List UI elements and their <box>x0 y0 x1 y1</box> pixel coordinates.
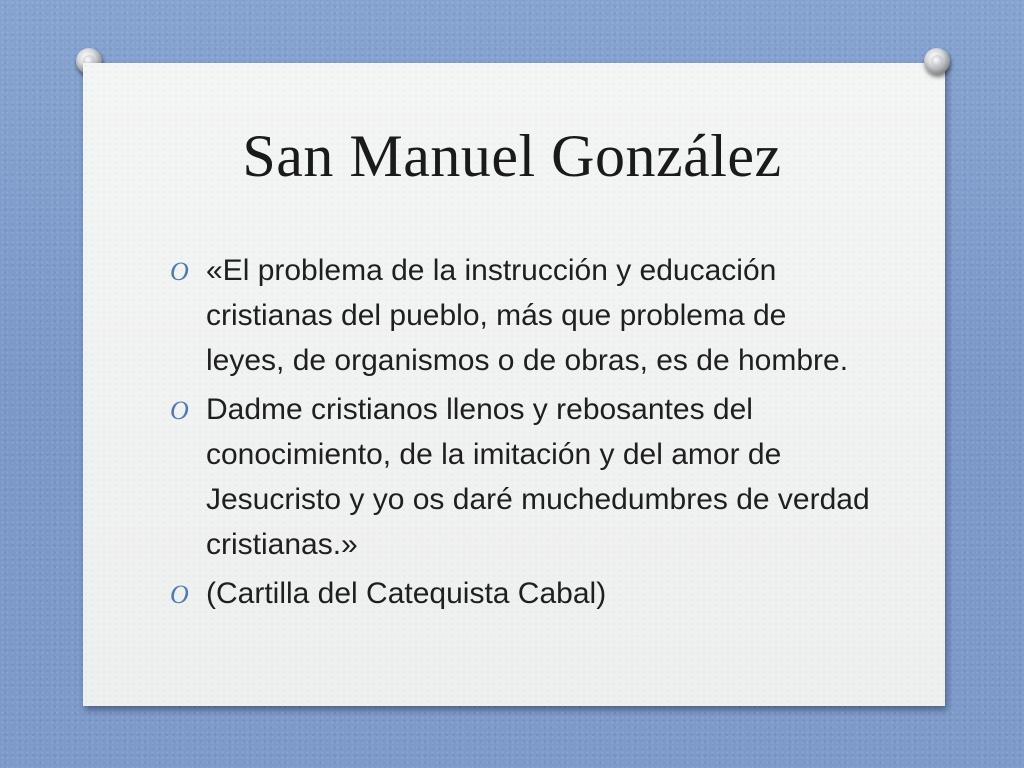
bullet-item-3 <box>170 571 870 616</box>
bullet-list <box>170 248 870 620</box>
bullet-marker-icon: O <box>170 257 189 286</box>
bullet-item-1 <box>170 248 870 383</box>
bullet-text-2: Dadme cristianos llenos y rebosantes del conocimiento, de la imitación y del amor de Jesucristo y yo os daré muchedumbres de verdad cristianas.» <box>206 393 870 561</box>
bullet-text-1: «El problema de la instrucción y educación cristianas del pueblo, más que problema de leyes, de organismos o de obras, es de hombre. <box>206 254 849 377</box>
bullet-text-3: (Cartilla del Catequista Cabal) <box>206 577 607 610</box>
bullet-marker-icon: O <box>170 580 189 609</box>
bullet-marker-icon: O <box>170 396 189 425</box>
slide-title: San Manuel González <box>242 123 782 189</box>
pushpin-right-icon <box>924 48 950 74</box>
bullet-item-2 <box>170 387 870 567</box>
